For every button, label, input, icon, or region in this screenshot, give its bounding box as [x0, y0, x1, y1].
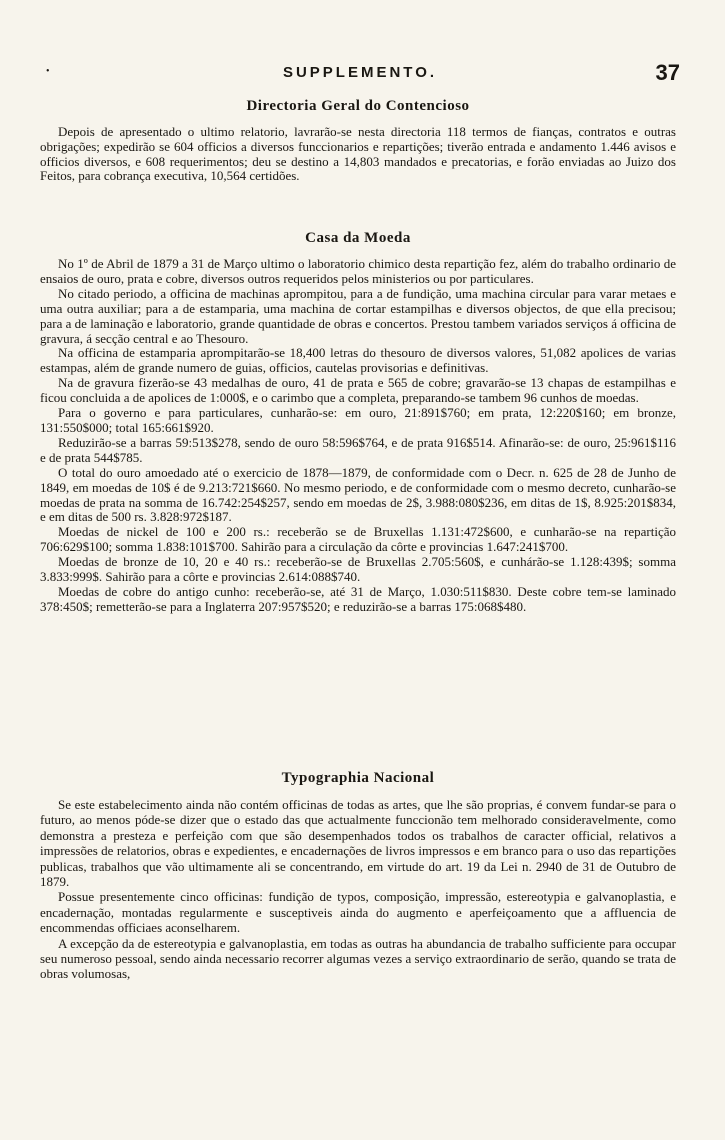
paragraph: Moedas de cobre do antigo cunho: receberão-se, até 31 de Março, 1.030:511$830. Deste cobre tem-se laminado 378:450$; remetterão-se para a Inglaterra 207:957$520; e reduzirão-se a barras 175:068$480.	[40, 583, 676, 614]
section-heading: Directoria Geral do Contencioso	[246, 98, 470, 114]
section-contencioso	[40, 98, 676, 184]
paragraph: Se este estabelecimento ainda não contém officinas de todas as artes, que lhe são proprias, é convem fundar-se para o futuro, ao menos póde-se dizer que o estado das que actualmente funccionão tem melhorado consideravelmente, como demonstra a presteza e perfeição com que são desempenhados todos os trabalhos de caracter official, relativos a impressões de relatorios, obras e expedientes, e encadernações de livros impressos e em branco para o uso das repartições publicas, trabalhos que vão ultimamente ali se concentrando, em virtude do art. 19 da Lei n. 2940 de 31 de Outubro de 1879.	[40, 797, 676, 890]
section-casa-da-moeda	[40, 230, 676, 615]
paragraph: Para o governo e para particulares, cunharão-se: em ouro, 21:891$760; em prata, 12:220$160; em bronze, 131:550$000; total 165:661$920.	[40, 405, 676, 435]
paragraph: Na de gravura fizerão-se 43 medalhas de ouro, 41 de prata e 565 de cobre; gravarão-se 13 chapas de estampilhas e ficou concluida a de apolices de 1:000$, e o carimbo que a completa, preparando-se tambem 96 cunhos de moedas.	[40, 375, 676, 406]
section-heading: Typographia Nacional	[281, 770, 435, 786]
paragraph: Na officina de estamparia aprompitarão-se 18,400 letras do thesouro de diversos valores, 51,082 apolices de varias estampas, além de grande numero de guias, officios, cautelas provisorias e definitivas.	[40, 345, 676, 376]
section-typographia-nacional	[40, 770, 676, 982]
paragraph: No citado periodo, a officina de machinas aprompitou, para a de fundição, uma machina circular para varar metaes e uma outra auxiliar; para a de estamparia, uma machina de cortar estampilhas e diversos objectos, de que ella precisou; para a de laminação e laboratorio, grande quantidade de obras e concertos. Prestou tambem variados serviços á officina de gravura, á secção central e ao Thesouro.	[40, 285, 676, 346]
paragraph: A excepção da de estereotypia e galvanoplastia, em todas as outras ha abundancia de trabalho sufficiente para occupar seu numeroso pessoal, sendo ainda necessario recorrer algumas vezes a serviço extraordinario de serão, quando se trata de obras volumosas,	[40, 935, 676, 982]
paragraph: Possue presentemente cinco officinas: fundição de typos, composição, impressão, estereotypia e galvanoplastia, e encadernação, montadas regularmente e susceptiveis ainda do augmento e aperfeiçoamento que a affluencia de encommendas officiaes aconselharem.	[40, 889, 676, 936]
running-header	[40, 60, 680, 86]
paragraph: No 1º de Abril de 1879 a 31 de Março ultimo o laboratorio chimico desta repartição fez, além do trabalho ordinario de ensaios de ouro, prata e cobre, diversos outros requeridos pelos ministerios ou por particulares.	[40, 256, 676, 286]
paragraph: Moedas de bronze de 10, 20 e 40 rs.: receberão-se de Bruxellas 2.705:560$, e cunhárão-se 1.128:439$; somma 3.833:999$. Sahirão para a côrte e provincias 2.614:088$740.	[40, 554, 676, 585]
section-heading: Casa da Moeda	[305, 230, 411, 246]
header-dot: •	[46, 66, 50, 77]
running-title: SUPPLEMENTO.	[282, 64, 438, 81]
paragraph: Depois de apresentado o ultimo relatorio, lavrarão-se nesta directoria 118 termos de fianças, contratos e outras obrigações; expedirão se 604 officios a diversos funccionarios e repartições; tiverão entrada e andamento 1.446 avisos e officios diversos, e 608 requerimentos; deu se destino a 14,803 mandados e precatorias, e forão enviadas ao Juizo dos Feitos, para cobrança executiva, 10,564 certidões.	[40, 124, 676, 184]
paragraph: Reduzirão-se a barras 59:513$278, sendo de ouro 58:596$764, e de prata 916$514. Afinarão-se: de ouro, 25:961$116 e de prata 544$785.	[40, 434, 676, 465]
page-number: 37	[655, 60, 680, 85]
paragraph: O total do ouro amoedado até o exercicio de 1878—1879, de conformidade com o Decr. n. 625 de 28 de Junho de 1849, em moedas de 10$ é de 9.213:721$660. No mesmo periodo, e de conformidade com o mesmo decreto, cunharão-se moedas de prata na somma de 16.742:254$257, sendo em moedas de 2$, 3.988:080$236, em ditas de 1$, 8.925:201$834, e em ditas de 500 rs. 3.828:972$187.	[40, 464, 676, 525]
paragraph: Moedas de nickel de 100 e 200 rs.: receberão se de Bruxellas 1.131:472$600, e cunharão-se na repartição 706:629$100; somma 1.838:101$700. Sahirão para a circulação da côrte e provincias 1.647:241$700.	[40, 524, 676, 555]
